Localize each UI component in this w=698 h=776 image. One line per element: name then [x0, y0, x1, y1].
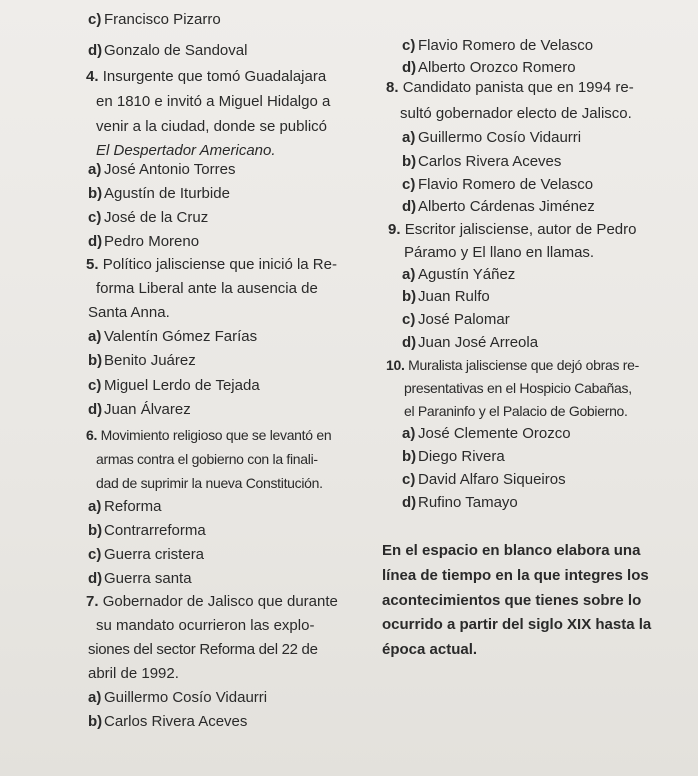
- activity-line-3: acontecimientos que tienes sobre lo: [382, 592, 642, 609]
- q8-option-d: d) Alberto Cárdenas Jiménez: [402, 198, 595, 215]
- q5-option-d: d) Juan Álvarez: [88, 401, 191, 418]
- q7prev-option-d: d) Alberto Orozco Romero: [402, 59, 576, 76]
- q10-option-d: d) Rufino Tamayo: [402, 494, 518, 511]
- q5-prompt-line-2: forma Liberal ante la ausencia de: [96, 280, 318, 297]
- q3-option-c: c) Francisco Pizarro: [88, 11, 221, 28]
- q7prev-option-c: c) Flavio Romero de Velasco: [402, 37, 594, 54]
- q10-prompt-line-2: presentativas en el Hospicio Cabañas,: [404, 380, 632, 396]
- q4-option-d: d) Pedro Moreno: [88, 233, 200, 250]
- q6-prompt-line-2: armas contra el gobierno con la finali-: [96, 451, 318, 467]
- q4-option-b: b) Agustín de Iturbide: [88, 185, 230, 202]
- q7-prompt-line-4: abril de 1992.: [88, 665, 179, 682]
- activity-line-5: época actual.: [382, 641, 478, 658]
- q5-prompt-line-1: 5. Político jalisciense que inició la Re-: [86, 256, 337, 273]
- q10-prompt-line-3: el Paraninfo y el Palacio de Gobierno.: [404, 403, 628, 419]
- q4-prompt-line-3: venir a la ciudad, donde se publicó: [96, 118, 327, 135]
- q5-option-c: c) Miguel Lerdo de Tejada: [88, 377, 260, 394]
- q10-option-b: b) Diego Rivera: [402, 448, 505, 465]
- q8-option-b: b) Carlos Rivera Aceves: [402, 153, 562, 170]
- q3-option-d: d) Gonzalo de Sandoval: [88, 42, 248, 59]
- q9-option-c: c) José Palomar: [402, 311, 510, 328]
- q9-prompt-line-2: Páramo y El llano en llamas.: [404, 244, 595, 261]
- activity-line-1: En el espacio en blanco elabora una: [382, 542, 641, 559]
- q4-option-a: a) José Antonio Torres: [88, 161, 236, 178]
- q9-option-b: b) Juan Rulfo: [402, 288, 490, 305]
- q9-prompt-line-1: 9. Escritor jalisciense, autor de Pedro: [388, 221, 637, 238]
- q8-prompt-line-1: 8. Candidato panista que en 1994 re-: [386, 79, 634, 96]
- q5-prompt-line-3: Santa Anna.: [88, 304, 170, 321]
- q10-option-a: a) José Clemente Orozco: [402, 425, 571, 442]
- q6-option-c: c) Guerra cristera: [88, 546, 205, 563]
- q8-option-c: c) Flavio Romero de Velasco: [402, 176, 594, 193]
- q7-option-a: a) Guillermo Cosío Vidaurri: [88, 689, 268, 706]
- q6-option-a: a) Reforma: [88, 498, 162, 515]
- q5-option-b: b) Benito Juárez: [88, 352, 196, 369]
- q8-option-a: a) Guillermo Cosío Vidaurri: [402, 129, 582, 146]
- q6-option-d: d) Guerra santa: [88, 570, 192, 587]
- activity-line-4: ocurrido a partir del siglo XIX hasta la: [382, 616, 652, 633]
- q4-option-c: c) José de la Cruz: [88, 209, 209, 226]
- q8-prompt-line-2: sultó gobernador electo de Jalisco.: [400, 105, 632, 122]
- q7-option-b: b) Carlos Rivera Aceves: [88, 713, 248, 730]
- q7-prompt-line-2: su mandato ocurrieron las explo-: [96, 617, 315, 634]
- q7-prompt-line-3: siones del sector Reforma del 22 de: [88, 641, 318, 658]
- q9-option-d: d) Juan José Arreola: [402, 334, 539, 351]
- q10-option-c: c) David Alfaro Siqueiros: [402, 471, 566, 488]
- q10-prompt-line-1: 10. Muralista jalisciense que dejó obras re-: [386, 357, 639, 373]
- q4-prompt-line-4: El Despertador Americano.: [96, 142, 276, 159]
- q5-option-a: a) Valentín Gómez Farías: [88, 328, 258, 345]
- q6-prompt-line-3: dad de suprimir la nueva Constitución.: [96, 475, 323, 491]
- q4-prompt-line-1: 4. Insurgente que tomó Guadalajara: [86, 68, 327, 85]
- activity-line-2: línea de tiempo en la que integres los: [382, 567, 649, 584]
- q4-prompt-line-2: en 1810 e invitó a Miguel Hidalgo a: [96, 93, 331, 110]
- q6-prompt-line-1: 6. Movimiento religioso que se levantó en: [86, 427, 332, 443]
- q7-prompt-line-1: 7. Gobernador de Jalisco que durante: [86, 593, 338, 610]
- q9-option-a: a) Agustín Yáñez: [402, 266, 516, 283]
- q6-option-b: b) Contrarreforma: [88, 522, 206, 539]
